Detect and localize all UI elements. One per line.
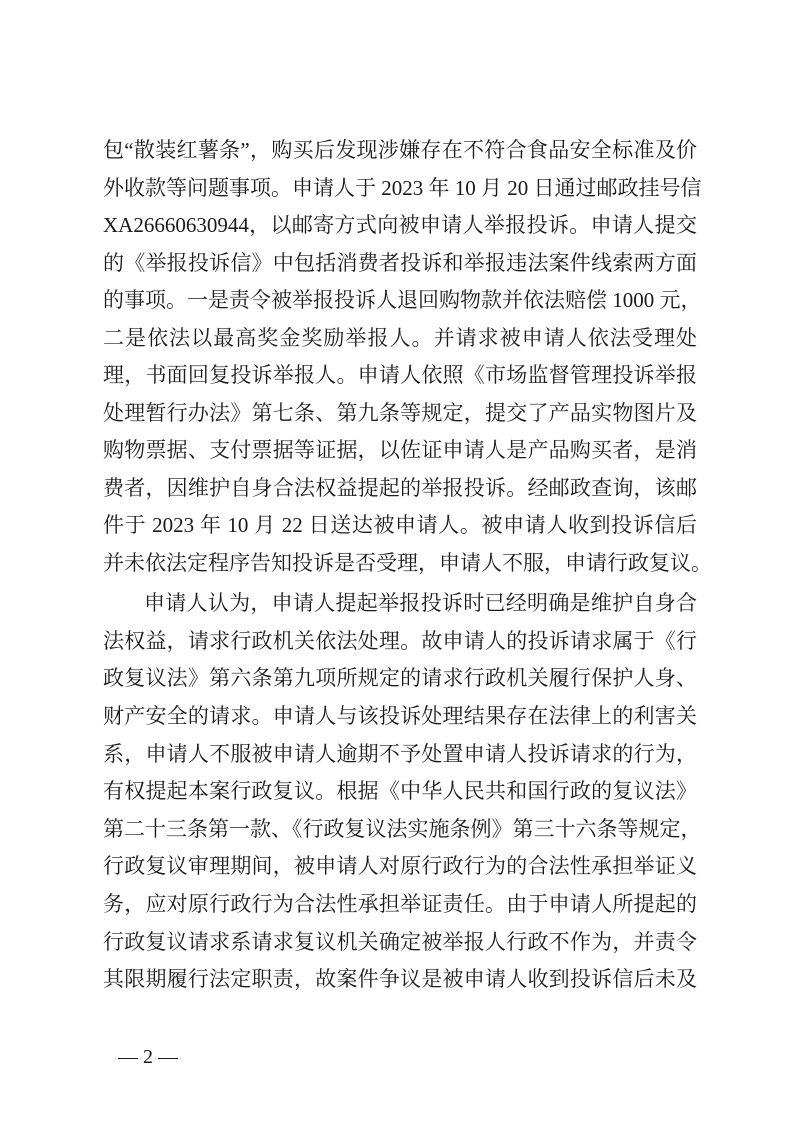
text-line: 购物票据、支付票据等证据，以佐证申请人是产品购买者，是消 <box>103 438 697 462</box>
text-line: 财产安全的请求。申请人与该投诉处理结果存在法律上的利害关 <box>103 704 697 728</box>
text-line: 系，申请人不服被申请人逾期不予处置申请人投诉请求的行为， <box>103 742 697 766</box>
text-line: 包“散装红薯条”，购买后发现涉嫌存在不符合食品安全标准及价 <box>103 138 697 162</box>
text-line: 并未依法定程序告知投诉是否受理，申请人不服，申请行政复议。 <box>103 551 712 575</box>
page-number: — 2 — <box>118 1046 178 1068</box>
text-line: 二是依法以最高奖金奖励举报人。并请求被申请人依法受理处 <box>103 326 697 350</box>
text-line: 外收款等问题事项。申请人于 2023 年 10 月 20 日通过邮政挂号信 <box>103 176 702 200</box>
text-line: 法权益，请求行政机关依法处理。故申请人的投诉请求属于《行 <box>103 629 697 653</box>
text-line: 的《举报投诉信》中包括消费者投诉和举报违法案件线索两方面 <box>103 251 697 275</box>
text-line: 处理暂行办法》第七条、第九条等规定，提交了产品实物图片及 <box>103 401 697 425</box>
text-line: 费者，因维护自身合法权益提起的举报投诉。经邮政查询，该邮 <box>103 476 697 500</box>
text-line: XA26660630944，以邮寄方式向被申请人举报投诉。申请人提交 <box>103 213 697 237</box>
text-line: 理，书面回复投诉举报人。申请人依照《市场监督管理投诉举报 <box>103 363 697 387</box>
text-line: 的事项。一是责令被举报投诉人退回购物款并依法赔偿 1000 元， <box>103 288 702 312</box>
text-line: 第二十三条第一款、《行政复议法实施条例》第三十六条等规定， <box>103 817 702 841</box>
text-line: 申请人认为，申请人提起举报投诉时已经明确是维护自身合 <box>144 591 697 615</box>
text-line: 行政复议审理期间，被申请人对原行政行为的合法性承担举证义 <box>103 854 697 878</box>
text-line: 行政复议请求系请求复议机关确定被举报人行政不作为，并责令 <box>103 930 697 954</box>
text-line: 有权提起本案行政复议。根据《中华人民共和国行政的复议法》 <box>103 779 697 803</box>
text-line: 其限期履行法定职责，故案件争议是被申请人收到投诉信后未及 <box>103 967 697 991</box>
text-line: 务，应对原行政行为合法性承担举证责任。由于申请人所提起的 <box>103 892 697 916</box>
text-line: 政复议法》第六条第九项所规定的请求行政机关履行保护人身、 <box>103 666 697 690</box>
text-line: 件于 2023 年 10 月 22 日送达被申请人。被申请人收到投诉信后 <box>103 513 697 537</box>
